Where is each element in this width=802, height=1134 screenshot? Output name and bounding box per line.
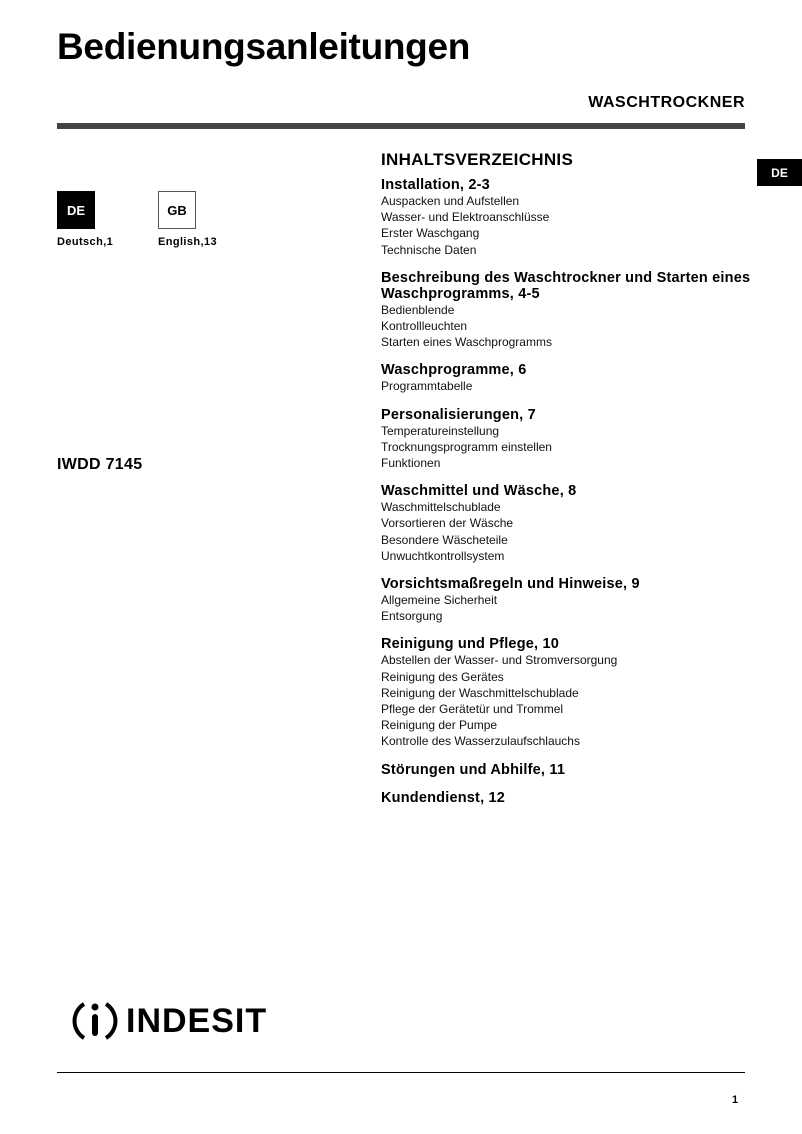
toc-item[interactable]: Kontrolle des Wasserzulaufschlauchs [381,734,580,749]
toc-section [381,762,751,778]
logo-i-icon [70,996,120,1046]
toc-item[interactable]: Starten eines Waschprogramms [381,335,552,350]
toc-item[interactable]: Wasser- und Elektroanschlüsse [381,210,550,225]
toc-item[interactable]: Vorsortieren der Wäsche [381,516,514,531]
toc-heading[interactable]: Installation, 2-3 [381,177,490,193]
header-divider [57,123,745,129]
page-title: Bedienungsanleitungen [57,26,471,67]
toc-item[interactable]: Auspacken und Aufstellen [381,194,520,208]
logo-text: INDESIT [126,1001,268,1040]
language-tab: DE [757,159,802,186]
toc-item[interactable]: Reinigung des Gerätes [381,669,504,684]
toc-item[interactable]: Pflege der Gerätetür und Trommel [381,702,564,717]
model-number: IWDD 7145 [57,456,143,473]
toc-heading[interactable]: Waschprogramme, 6 [381,362,527,379]
toc-item[interactable]: Besondere Wäscheteile [381,532,508,547]
footer-divider [57,1072,745,1073]
toc-item[interactable]: Reinigung der Waschmittelschublade [381,685,579,700]
language-badge-gb[interactable]: GB [158,191,196,229]
toc-item[interactable]: Bedienblende [381,302,455,317]
toc-item[interactable]: Temperatureinstellung [381,423,500,438]
toc-item[interactable]: Reinigung der Pumpe [381,718,498,733]
toc-heading[interactable]: Reinigung und Pflege, 10 [381,636,560,653]
language-label-de[interactable]: Deutsch,1 [57,236,114,248]
toc-item[interactable]: Kontrollleuchten [381,319,468,334]
toc-section [381,576,751,624]
toc-heading[interactable]: Kundendienst, 12 [381,789,506,806]
toc-section [381,362,751,394]
toc-title: INHALTSVERZEICHNIS [381,150,574,169]
toc-section [381,790,751,806]
toc-item[interactable]: Entsorgung [381,609,443,624]
toc-heading[interactable]: Beschreibung des Waschtrockner und Starten eines Waschprogramms, 4-5 [381,269,751,302]
toc-heading[interactable]: Vorsichtsmaßregeln und Hinweise, 9 [381,576,640,593]
product-type: WASCHTROCKNER [588,94,745,111]
language-badge-de[interactable]: DE [57,191,95,229]
language-label-gb[interactable]: English,13 [158,236,218,248]
toc-section [381,270,751,351]
toc-section [381,636,751,749]
toc-heading[interactable]: Störungen und Abhilfe, 11 [381,761,566,778]
toc-item[interactable]: Erster Waschgang [381,226,480,241]
toc-section [381,483,751,564]
toc-item[interactable]: Technische Daten [381,242,477,257]
toc-item[interactable]: Waschmittelschublade [381,500,501,515]
page-number: 1 [732,1094,739,1106]
toc-heading[interactable]: Personalisierungen, 7 [381,406,536,423]
toc-heading[interactable]: Waschmittel und Wäsche, 8 [381,483,577,500]
toc-section [381,177,751,258]
toc-item[interactable]: Unwuchtkontrollsystem [381,548,505,563]
table-of-contents [381,150,751,818]
toc-item[interactable]: Funktionen [381,456,441,471]
toc-item[interactable]: Trocknungsprogramm einstellen [381,439,552,454]
toc-item[interactable]: Abstellen der Wasser- und Stromversorgung [381,653,618,668]
indesit-logo [70,996,267,1046]
toc-item[interactable]: Allgemeine Sicherheit [381,593,498,608]
toc-item[interactable]: Programmtabelle [381,379,473,394]
toc-section [381,407,751,472]
